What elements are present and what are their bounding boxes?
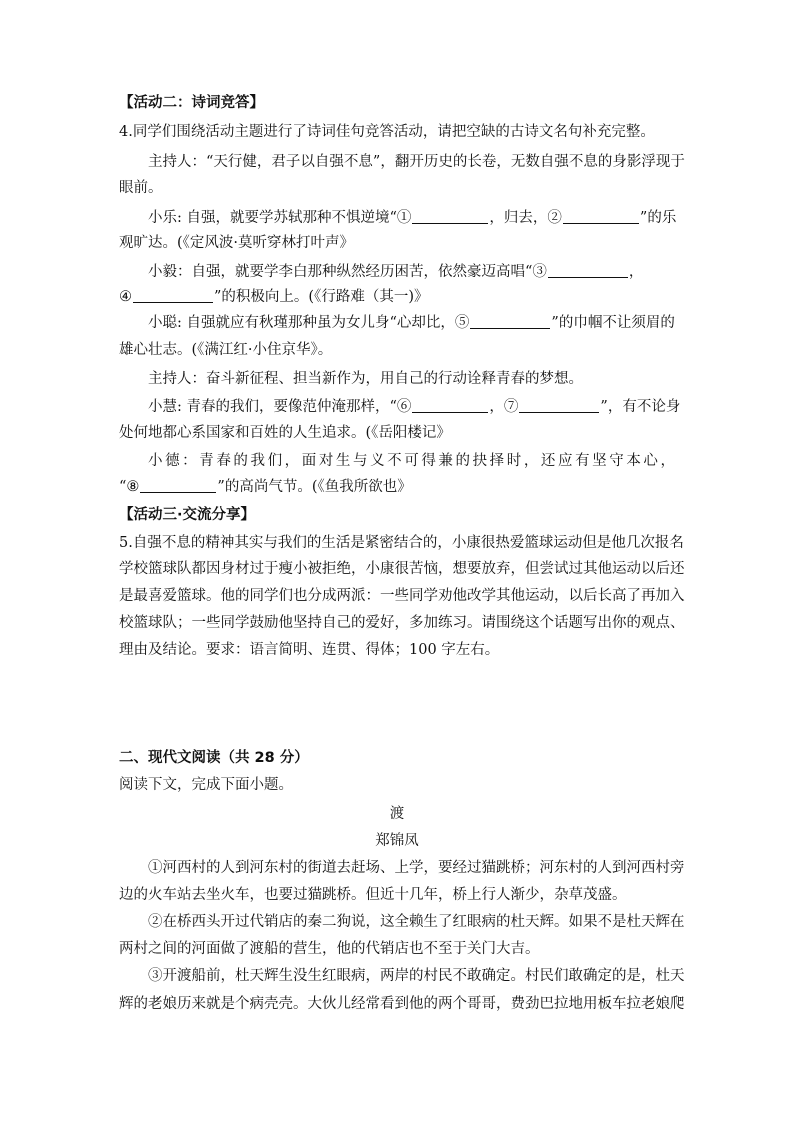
xiaole-line-b: 观旷达。(《定风波·莫听穿林打叶声》: [119, 235, 355, 251]
article-paragraph-line: ③开渡船前，杜天辉生没生红眼病，两岸的村民不敢确定。村民们敢确定的是，杜天: [148, 968, 685, 984]
xiaode-line-b: “⑧ ”的高尚气节。(《鱼我所欲也》: [119, 479, 412, 495]
section2-heading: 二、现代文阅读（共 28 分）: [119, 750, 309, 766]
activity3-heading: 【活动三·交流分享】: [119, 507, 256, 523]
activity2-heading: 【活动二：诗词竞答】: [119, 95, 264, 111]
blank-5[interactable]: [470, 314, 550, 329]
host-line-1b: 眼前。: [119, 180, 163, 196]
article-paragraph-line: ①河西村的人到河东村的街道去赶场、上学，要经过猫跳桥；河东村的人到河西村旁: [148, 860, 685, 876]
xiaohui-line-a: 小慧: 青春的我们，要像范仲淹那样，“⑥ ，⑦ ”，有不论身: [148, 399, 681, 415]
reading-instruction: 阅读下文，完成下面小题。: [119, 777, 293, 793]
question-5-line: 是最喜爱篮球。他的同学们也分成两派：一些同学劝他改学其他运动，以后长高了再加入: [119, 588, 685, 604]
blank-7[interactable]: [519, 398, 599, 413]
xiaohui-line-b: 处何地都心系国家和百姓的人生追求。(《岳阳楼记》: [119, 425, 451, 441]
question-5-line: 校篮球队；一些同学鼓励他坚持自己的爱好，多加练习。请围绕这个话题写出你的观点、: [119, 615, 685, 631]
article-paragraph-line: 边的火车站去坐火车，也要过猫跳桥。但近十几年，桥上行人渐少，杂草茂盛。: [119, 887, 627, 903]
question-4: 4.同学们围绕活动主题进行了诗词佳句竞答活动，请把空缺的古诗文名句补充完整。: [119, 124, 655, 140]
blank-3[interactable]: [548, 263, 628, 278]
blank-1[interactable]: [412, 209, 488, 224]
question-5-line: 理由及结论。要求：语言简明、连贯、得体；100 字左右。: [119, 642, 500, 658]
article-paragraph-line: 辉的老娘历来就是个病壳壳。大伙儿经常看到他的两个哥哥，费劲巴拉地用板车拉老娘爬: [119, 996, 685, 1012]
blank-4[interactable]: [133, 288, 213, 303]
xiaoyi-line-b: ④ ”的积极向上。(《行路难（其一)》: [119, 289, 429, 305]
blank-6[interactable]: [412, 398, 488, 413]
xiaocong-line-a: 小聪: 自强就应有秋瑾那种虽为女儿身“心却比，⑤ ”的巾帼不让须眉的: [148, 315, 675, 331]
xiaode-line-a: 小德：青春的我们，面对生与义不可得兼的抉择时，还应有坚守本心，: [148, 453, 675, 469]
article-paragraph-line: 两村之间的河面做了渡船的营生，他的代销店也不至于关门大吉。: [119, 941, 540, 957]
blank-2[interactable]: [563, 209, 639, 224]
xiaoyi-line-a: 小毅：自强，就要学李白那种纵然经历困苦，依然豪迈高唱“③ ，: [148, 264, 644, 280]
article-paragraph-line: ②在桥西头开过代销店的秦二狗说，这全赖生了红眼病的杜天辉。如果不是杜天辉在: [148, 914, 685, 930]
xiaole-line-a: 小乐: 自强，就要学苏轼那种不惧逆境“① ，归去，② ”的乐: [148, 210, 677, 226]
blank-8[interactable]: [140, 478, 216, 493]
host-line-1a: 主持人：“天行健，君子以自强不息”，翻开历史的长卷，无数自强不息的身影浮现于: [148, 154, 685, 170]
host-line-2: 主持人：奋斗新征程、担当新作为，用自己的行动诠释青春的梦想。: [148, 371, 583, 387]
question-5-line: 学校篮球队都因身材过于瘦小被拒绝，小康很苦恼，想要放弃，但尝试过其他运动以后还: [119, 561, 685, 577]
article-title: 渡: [389, 806, 405, 822]
article-author: 郑锦凤: [375, 833, 419, 849]
question-5-line: 5.自强不息的精神其实与我们的生活是紧密结合的，小康很热爱篮球运动但是他几次报名: [119, 535, 684, 551]
xiaocong-line-b: 雄心壮志。(《满江红·小住京华》。: [119, 342, 333, 358]
